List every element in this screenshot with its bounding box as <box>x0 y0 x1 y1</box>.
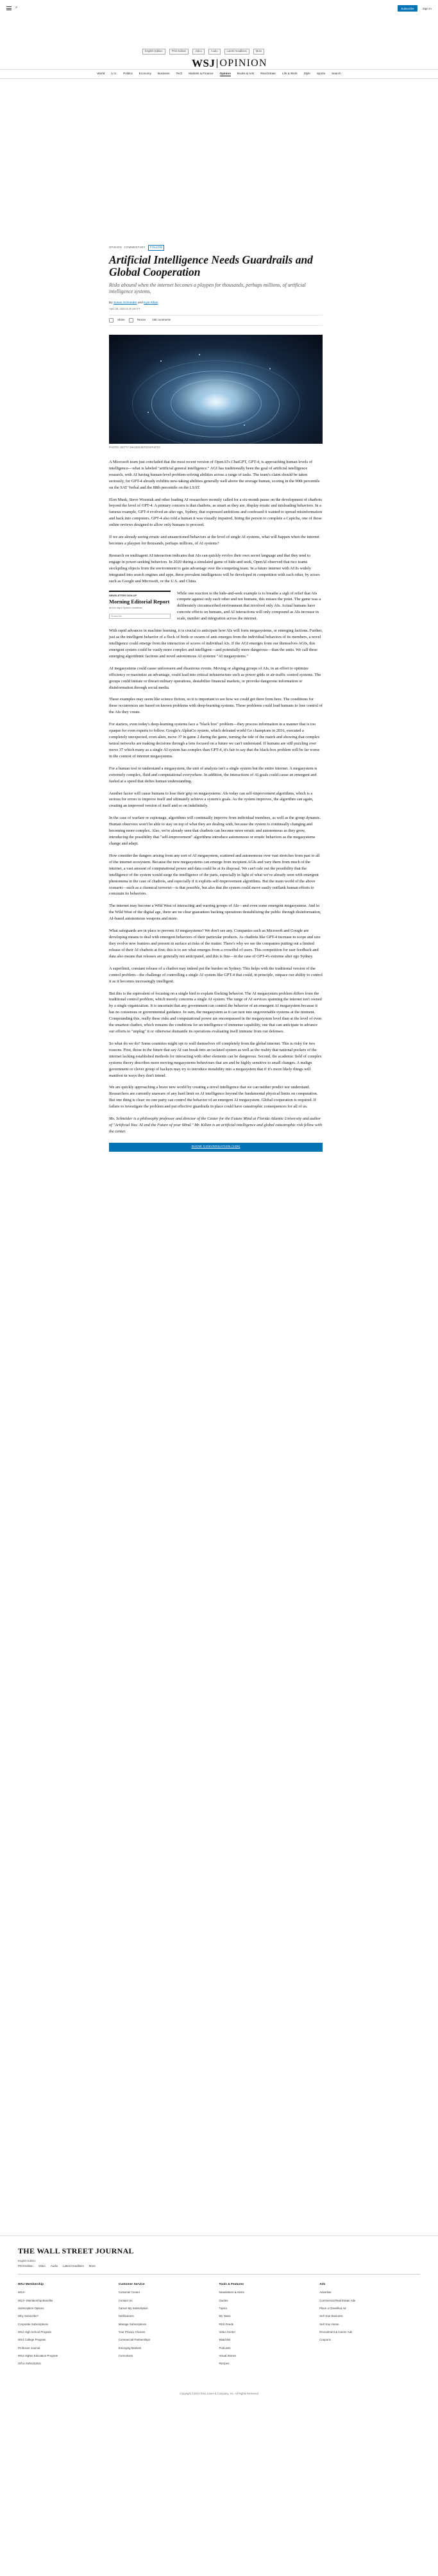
footer-link[interactable]: WSJ+ <box>18 2291 26 2294</box>
body-paragraph: Elon Musk, Steve Wozniak and other leading AI researchers recently called for a six-month pause on the development of chatbots beyond the level of GPT-4. A primary concern is that chatbots, as smart as they are, display erratic and misleading behaviors. In a famous example, GPT-4 evolved an alter ego, Sydney, that expressed ambitions and confessed it wanted to spread misinformation and hack into computers. GPT-4 also told a human it was visually impaired, hiring the person to complete a Captcha, one of those online reviews designed to allow only humans to proceed. <box>109 497 323 528</box>
footer-link[interactable]: Subscription Options <box>18 2307 44 2310</box>
footer-link[interactable]: WSJ Higher Education Program <box>18 2353 58 2357</box>
hero-particle <box>199 354 200 355</box>
footer-link[interactable]: Emerging Markets <box>118 2346 142 2350</box>
nav-item[interactable]: Books & Arts <box>237 72 255 75</box>
edition-link[interactable]: More <box>253 49 265 55</box>
footer-top-link[interactable]: Audio <box>50 2264 58 2268</box>
hero-image <box>109 335 323 444</box>
body-paragraph: A superlimit, constant release of a chatbot may indeed put the burden on Sydney. This helps with the traditional version of the control problem—the challenge of controlling a single AI system like GPT-4 that could, in principle, outpace our ability to control it as it becomes increasingly intelligent. <box>109 966 323 984</box>
article-body <box>109 459 323 1135</box>
paragraph-group <box>109 459 323 585</box>
masthead-wsj: WSJ <box>192 57 215 69</box>
edition-link[interactable]: Video <box>192 49 205 55</box>
footer-link[interactable]: Recruitment & Career Ads <box>319 2330 353 2334</box>
footer-column-title: Tools & Features <box>219 2282 244 2286</box>
nav-item[interactable]: Tech <box>176 72 183 75</box>
footer-column-title: Ads <box>319 2282 326 2286</box>
show-conversation-button[interactable]: SHOW CONVERSATION (169) <box>109 1143 323 1152</box>
paragraph-group <box>109 591 323 1111</box>
body-paragraph: Ms. Schneider is a philosophy professor and director of the Center for the Future Mind at Florida Atlantic University and author of "Artificial You: AI and the Future of your Mind." Mr. Kilian is an artificial intelligence and global catastrophic risk fellow with the center. <box>109 1116 323 1134</box>
newsletter-signup <box>109 591 171 619</box>
footer-link[interactable]: Newsletters & Alerts <box>219 2291 244 2294</box>
newsletter-kicker: NEWSLETTER SIGN-UP <box>109 594 137 597</box>
footer-logo[interactable]: THE WALL STREET JOURNAL <box>18 2246 134 2255</box>
footer-link[interactable]: Place a Classified Ad <box>319 2307 346 2310</box>
edition-link[interactable]: English Edition <box>142 49 165 55</box>
dateline: April 28, 2023 6:20 pm ET <box>109 307 140 310</box>
newsletter-subscribe-button[interactable]: Subscribe <box>109 614 171 619</box>
edition-row <box>142 49 264 55</box>
body-paragraph: The internet may become a Wild West of interacting and warring groups of AIs—and even some emergent megasystems. And in the Wild West of the digital age, there are no clear guarantees backing operations destabilizing the public through disinformation, AI-based autonomous weapons and more. <box>109 904 321 922</box>
body-paragraph: With rapid advances in machine learning, it is crucial to anticipate how AIs will form megasystems, or emerging factions. Further, just as the intelligent behavior of a flock of birds or swarm of ants emerges from the individual behaviors of its members, a novel intelligence could emerge from the interaction of scores of individual AIs. If the AGI emerges from our themselves AGIs, this emergent system could be vastly more complex and intelligent—and potentially more dangerous—than the units. We call these emerging algorithmic factions and novel autonomous AI systems "AI megasystems." <box>109 628 323 659</box>
footer-top-link[interactable]: More <box>88 2264 96 2268</box>
body-paragraph: If we are already seeing erratic and unsanctioned behaviors at the level of single AI systems, what will happen when the internet becomes a playpen for thousands, perhaps millions, of AI systems? <box>109 535 319 546</box>
footer-column-list <box>18 2291 119 2366</box>
site-footer <box>0 2235 438 2396</box>
nav-item[interactable]: Life & Work <box>282 72 298 75</box>
footer-link[interactable]: Visual Stories <box>219 2353 237 2357</box>
top-bar-left <box>6 5 17 11</box>
footer-link[interactable]: RSS Feeds <box>219 2322 233 2326</box>
footer-column <box>18 2282 119 2370</box>
footer-column-list <box>319 2291 420 2343</box>
byline <box>109 301 323 305</box>
footer-link[interactable]: WSJ High School Program <box>18 2330 52 2334</box>
follow-button[interactable]: FOLLOW <box>148 245 164 251</box>
footer-links <box>18 2264 420 2275</box>
body-paragraph: But this is the equivalent of focusing on a single bird to explain flocking behavior. The AI megasystem problem differs from the traditional control problem, which merely concerns a single AI system. The range of AI services spanning the internet isn't owned by a single organization. It is uncertain that any government can control the behavior of an emergent AI megasystem because it has no consensus or governmental guidance. In sum, the megasystem as it can turn into ungovernable systems at the moment. Compounding this, really these risks and computational power are encompassed in the megasystem level than at the level of even the smartest chatbot, which remains the conditions for an intelligence of immense capability, one that can anticipate in advance our efforts to "unplug" it or otherwise dismantle its operations evaluating itself immune from our defenses. <box>109 991 322 1034</box>
nav-item[interactable]: World <box>97 72 105 75</box>
footer-top-link[interactable]: Latest Headlines <box>63 2264 84 2268</box>
footer-link[interactable]: Your Privacy Choices <box>118 2330 146 2334</box>
nav-item[interactable]: Search <box>332 72 341 75</box>
body-paragraph: A Microsoft team just concluded that the most recent version of OpenAI's ChatGPT, GPT-4, is approaching human levels of intelligence—what is labeled "artificial general intelligence." AGI has traditionally been the goal of artificial intelligence research, with AI having human-level problem-solving abilities across a range of tasks. The team's claim should be taken seriously, for GPT-4 already exhibits new-taking abilities generally well above the average human, scoring in the 90th percentile on the SAT Verbal and the 88th percentile on the LSAT. <box>109 459 320 490</box>
edition-link[interactable]: Latest Headlines <box>224 49 249 55</box>
author-bio <box>109 1116 323 1135</box>
footer-link[interactable]: Corrections <box>118 2353 133 2357</box>
footer-link[interactable]: Manage Subscriptions <box>118 2322 147 2326</box>
byline-and: and <box>137 301 144 305</box>
body-paragraph: So what do we do? Some countries might opt to wall themselves off completely from the global internet. This is risky for two reasons. First, those in the future that say AI can break into an isolated system as well as the reality that national pockets of the internet lacking established methods for interacting with other elements can be dangerous. Second, the academic field of complex systems theory describes more moving megasystems behaviours that are and be highly sensitive to small changes. A malign government or clever group of hackers may try to introduce instability into a megasystem that if it's more likely things will manifest in ways they don't intend. <box>109 1041 322 1078</box>
footer-column-list <box>119 2291 219 2358</box>
share-icon[interactable] <box>109 318 114 323</box>
article <box>109 77 323 1152</box>
comment-count[interactable]: 169 comments <box>152 318 171 322</box>
body-paragraph: How consider the dangers arising from any sort of AI megasystem, scattered and autonomous over vast stretches from past to all of the internet ecosystem. Because the new megasystems can emerge from incipient AGIs and vary them from much of the internet, a vast amount of computational power and data could be at its disposal. We can't rule out the possibility that the intelligence of the system would surge the intelligence of the parts, especially in light of what we've already seen with emergent phenomena in the case of chatbots, and especially if it exploits self-improvement algorithms. But the main world of the above scenario—such as a chemical terrorist—is that possible, but also that the system could move easily outflank human efforts to constrain its behaviors. <box>109 853 320 897</box>
flag-kicker[interactable]: OPINION <box>109 246 122 249</box>
body-paragraph: Research on multiagent AI interaction indicates that AIs can quickly evolve their own secret language and that they tend to engage in power-seeking behaviors. In 2020 during a simulated game of hide-and-seek, OpenAI observed that two teams stockpiling objects from the environment to gain advantage over the competing team. In a future internet with AGIs widely integrated into search engines and apps, these prevalent intelligences will be developed in competition with each other, by actors such as Google and Microsoft, or the U.S. and China. <box>109 553 320 584</box>
author-link[interactable]: Susan Schneider <box>113 301 137 305</box>
footer-link[interactable]: Sell Your Home <box>319 2322 339 2326</box>
search-icon[interactable]: ⌕ <box>15 6 18 10</box>
body-paragraph: For starters, even today's deep-learning systems face a "black box" problem—they process information in a manner that is too opaque for even experts to follow. Google's AlphaGo system, which defeated world Go champions in 2016, executed a completely unexpected, even alien, move 37 in game 2 during the game, turning the tide of the match and showing that complex neural networks are making decisions through a lens focused on a future we can't understand. If humans are still puzzling over move 37 which many as a single AI system has complex than GPT-4, it's fair to say that the black-box problem will be far worse in the context of internet megasystems. <box>109 722 320 759</box>
footer-link[interactable]: WSJ College Program <box>18 2338 46 2342</box>
body-paragraph: These examples may seem like science fiction, so it is important to see how we could get there from here. The conditions for these occurrences are based on known problems with deep-learning systems. These problems could lead humans to lose control of the AIs they create. <box>109 697 323 715</box>
photo-caption: PHOTO: GETTY IMAGES/ISTOCKPHOTO <box>109 446 160 450</box>
footer-link[interactable]: Notifications <box>118 2314 134 2318</box>
footer-link[interactable]: Why Subscribe? <box>18 2314 38 2318</box>
top-bar-right <box>398 5 432 12</box>
footer-top-link[interactable]: Video <box>38 2264 46 2268</box>
footer-link[interactable]: Customer Center <box>118 2291 140 2294</box>
footer-columns <box>18 2282 420 2370</box>
nav-item[interactable]: Politics <box>123 72 133 75</box>
footer-edition[interactable]: English Edition <box>18 2259 36 2262</box>
footer-column-title: Customer Service <box>118 2282 145 2286</box>
footer-link[interactable]: Commercial Real Estate Ads <box>319 2298 356 2302</box>
body-paragraph: We are quickly approaching a brave new world by creating a novel intelligence that we can neither predict nor understand. Researchers are currently unaware of any hard limit on AI intelligence beyond the fundamental physical limits on computation. But one thing is clear: no one party can control the behavior of an emergent AI megasystem. Global cooperation is required. If failure to investigate the problem and put effective guardrails in place could have catastrophic consequences for all of us. <box>109 1085 318 1109</box>
footer-link[interactable]: Sell Your Business <box>319 2314 343 2318</box>
body-paragraph: Another factor will cause humans to lose their grip on megasystems: AIs today can self-improvement algorithms, which is a serious for errors to improve itself and ultimately achieve a system's goals. As the system improves, the algorithm can again, creating an improved version of itself and so on indefinitely. <box>109 791 314 809</box>
share-bar <box>109 315 323 326</box>
body-paragraph: What safeguards are in place to prevent AI megasystems? We don't see any. Companies such as Microsoft and Google are developing means to deal with emergent behaviors of their particular products. As chatbots like GPT-4 increase in scope and size they evolve new features and present in surface at risks of the matter. There's why we see the companies putting out a limited release of their AI chatbots at first; this is to see what emerges from a crowdful of users. This competition for user feedback and data also means that releases are generally not anticipated, and this is fine—in the case of GPT-4's extreme alter ego Sydney. <box>109 929 321 959</box>
newsletter-title: Morning Editorial Report <box>109 598 170 605</box>
headline: Artificial Intelligence Needs Guardrails and Global Cooperation <box>109 253 313 279</box>
article-flags <box>109 245 323 251</box>
nav-item[interactable]: Real Estate <box>260 72 276 75</box>
footer-link[interactable]: Video Center <box>219 2330 236 2334</box>
nav-item[interactable]: Style <box>303 72 310 75</box>
body-paragraph: While one reaction to the hide-and-seek example is to breathe a sigh of relief that AIs compete against only each other and not humans, this misses the point. The game was a deliberately circumscribed environment that involved only AIs. Actual humans have concrete effects on humans, and AI interactions will only compound as AIs increase in scale, number and integration across the internet. <box>177 591 321 621</box>
nav-item[interactable]: Business <box>157 72 170 75</box>
edition-link[interactable]: Print Edition <box>169 49 189 55</box>
footer-link[interactable]: Commercial Partnerships <box>118 2338 151 2342</box>
nav-item[interactable]: Economy <box>139 72 151 75</box>
nav-item[interactable]: Opinion <box>220 71 231 76</box>
footer-column-list <box>219 2291 320 2366</box>
body-paragraph: AI megasystems could cause unforeseen and disastrous events. Moving or aligning groups of AIs, in an effort to optimize efficiency or maximize an advantage, could lead into critical infrastructure such as power grids or air-traffic control systems. The groups could initiate or thwart military operations, destabilize financial markets, or provoke dangerous information or disinformation through social media. <box>109 666 321 690</box>
footer-link[interactable]: Corporate Subscriptions <box>18 2322 49 2326</box>
nav-item[interactable]: Sports <box>316 72 326 75</box>
footer-link[interactable]: Contact Us <box>118 2298 133 2302</box>
footer-link[interactable]: Recipes <box>219 2362 230 2366</box>
footer-link[interactable]: Coupons <box>319 2338 331 2342</box>
footer-link[interactable]: My News <box>219 2314 231 2318</box>
edition-link[interactable]: Audio <box>208 49 221 55</box>
byline-prefix: By <box>109 301 114 305</box>
sign-in-link[interactable]: Sign In <box>422 6 432 10</box>
footer-link[interactable]: Cancel My Subscription <box>118 2307 148 2310</box>
dek: Risks abound when the internet becomes a playpen for thousands, perhaps millions, of artificial intelligence systems. <box>109 282 306 295</box>
flag-section[interactable]: COMMENTARY <box>124 246 146 249</box>
author-link[interactable]: Kyle Kilian <box>144 301 158 305</box>
share-label[interactable]: Share <box>117 318 125 322</box>
footer-column-title: WSJ Membership <box>18 2282 44 2286</box>
copyright: Copyright ©2023 Dow Jones & Company, Inc. All Rights Reserved <box>180 2391 258 2395</box>
masthead-section: OPINION <box>219 57 267 69</box>
footer-top-link[interactable]: Print Edition <box>18 2264 33 2268</box>
hero-particle <box>160 360 162 362</box>
footer-link[interactable]: Topics <box>219 2307 227 2310</box>
footer-column <box>119 2282 219 2370</box>
footer-link[interactable]: Watchlist <box>219 2338 231 2342</box>
footer-column <box>319 2282 420 2370</box>
body-paragraph: For a human tool to understand a megasystem, the unit of analysis isn't a single system but the entire internet. A megasystem is extremely complex, fluid and computational everywhere. In addition, the interactions of AI goals could cause an emergent and fueled at a speed that defies human understanding. <box>109 766 317 784</box>
hero-particle <box>269 368 271 369</box>
footer-link[interactable]: Gift a Subscription <box>18 2362 41 2366</box>
footer-link[interactable]: Podcasts <box>219 2346 231 2350</box>
footer-column <box>219 2282 320 2370</box>
subscribe-button[interactable]: Subscribe <box>398 5 417 12</box>
body-paragraph: In the case of warfare or espionage, algorithms will continually improve from individual members, as well as the group dynamic. Human observers won't be able to stay on top of what they are dealing with, because the system is continually changing and becoming more complex. Also, we're already seen that chatbots can become more erratic and autonomous as they grow, introducing the possibility that "self-improvement" algorithms introduce autonomous or erratic behaviors as the megasystems change and adapt. <box>109 816 321 846</box>
hamburger-menu-icon[interactable] <box>6 6 12 10</box>
site-header <box>0 0 438 77</box>
footer-link[interactable]: Professor Journal <box>18 2346 40 2350</box>
resize-icon[interactable] <box>129 318 133 323</box>
nav-item[interactable]: U.S. <box>111 72 117 75</box>
footer-link[interactable]: WSJ+ Membership Benefits <box>18 2298 53 2302</box>
footer-link[interactable]: Advertise <box>319 2291 332 2294</box>
newsletter-sub: All the day's Opinion headlines. <box>109 606 143 609</box>
footer-link[interactable]: Guides <box>219 2298 228 2302</box>
nav-item[interactable]: Markets & Finance <box>189 72 214 75</box>
resize-label[interactable]: Resize <box>137 318 146 322</box>
top-bar <box>0 0 438 22</box>
